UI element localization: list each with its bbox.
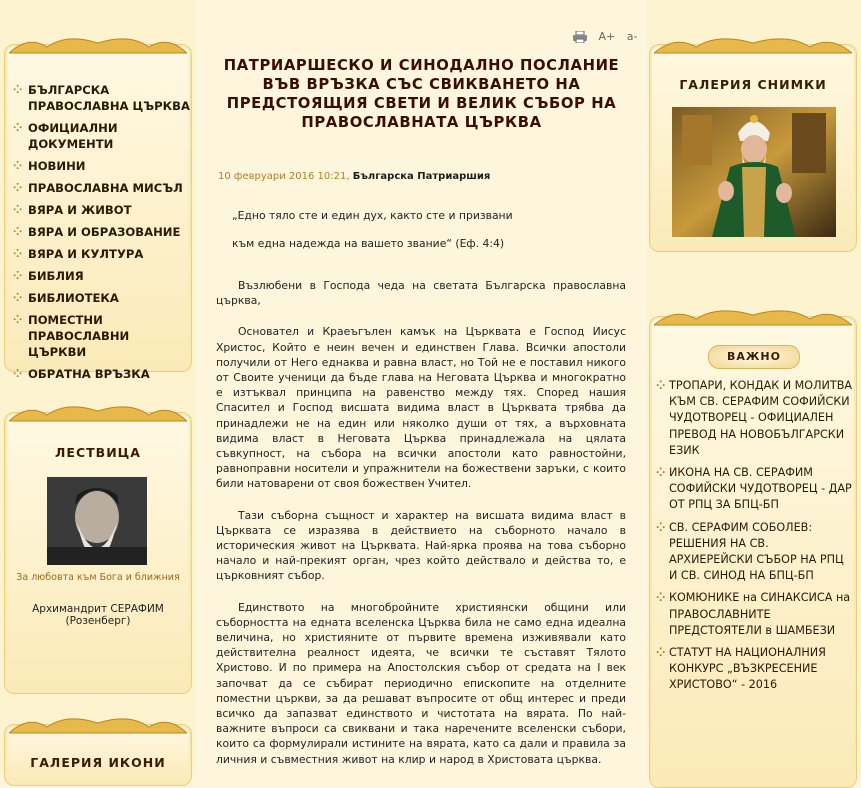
menu-bullet-icon: ⁘ xyxy=(13,121,23,134)
article-paragraph: Възлюбени в Господа чеда на светата Българска православна църква, xyxy=(216,279,626,308)
article-paragraph: Основател и Краеъгълен камък на Църквата е Господ Иисус Христос, Който е неин вечен и единствен Глава. Всички апостоли получили от Него еднаква и равна власт, но Той не е поставил никого от Своите ученици да бъде глава на Неговата Църква и многократно е изтъквал принципа на равенство между тях. Според нашия Спасител и Господ висшата видима власт в Църквата трябва да принадлежи не на един или няколко души от тях, а върховната видима власт в Неговата Църква принадлежала на цялата съвкупност, на събора на всички апостоли като равностойни, равноправни носители и упражнители на божествени заръки, с които били натоварени от своя божествен Учител. xyxy=(216,325,626,491)
menu-bullet-icon: ⁘ xyxy=(13,313,23,326)
elder-portrait[interactable] xyxy=(47,477,147,565)
right-column xyxy=(647,0,861,774)
important-list xyxy=(653,378,853,700)
photo-gallery-title[interactable]: ГАЛЕРИЯ СНИМКИ xyxy=(679,77,827,92)
menu-item-faith-culture[interactable]: ⁘ ВЯРА И КУЛТУРА xyxy=(13,247,144,261)
font-decrease-button[interactable]: a- xyxy=(626,30,638,43)
menu-item-orthodox-thought[interactable]: ⁘ ПРАВОСЛАВНА МИСЪЛ xyxy=(13,181,183,195)
menu-item-faith-life[interactable]: ⁘ ВЯРА И ЖИВОТ xyxy=(13,203,132,217)
important-item[interactable]: ⁘ ТРОПАРИ, КОНДАК И МОЛИТВА КЪМ СВ. СЕРАФИМ СОФИЙСКИ ЧУДОТВОРЕЦ - ОФИЦИАЛЕН ПРЕВОД НА НОВОБЪЛГАРСКИ ЕЗИК xyxy=(656,379,853,457)
list-bullet-icon: ⁘ xyxy=(656,646,666,660)
ladder-author xyxy=(5,603,191,627)
menu-item-library[interactable]: ⁘ БИБЛИОТЕКА xyxy=(13,291,119,305)
menu-item-feedback[interactable]: ⁘ ОБРАТНА ВРЪЗКА xyxy=(13,367,150,381)
important-item[interactable]: ⁘ СВ. СЕРАФИМ СОБОЛЕВ: РЕШЕНИЯ НА СВ. АРХИЕРЕЙСКИ СЪБОР НА РПЦ И СВ. СИНОД НА БПЦ-БП xyxy=(656,520,844,583)
menu-item-faith-education[interactable]: ⁘ ВЯРА И ОБРАЗОВАНИЕ xyxy=(13,225,181,239)
icons-gallery-box xyxy=(4,724,192,786)
important-item[interactable]: ⁘ КОМЮНИКЕ на СИНАКСИСА на ПРАВОСЛАВНИТЕ ПРЕДСТОЯТЕЛИ в ШАМБЕЗИ xyxy=(656,591,851,637)
menu-item-news[interactable]: ⁘ НОВИНИ xyxy=(13,159,86,173)
important-badge xyxy=(708,345,800,369)
menu-bullet-icon: ⁘ xyxy=(13,159,23,172)
menu-bullet-icon: ⁘ xyxy=(13,247,23,260)
article-meta xyxy=(218,171,490,182)
icons-gallery-title[interactable]: ГАЛЕРИЯ ИКОНИ xyxy=(30,755,166,770)
menu-item-local-churches[interactable]: ⁘ ПОМЕСТНИ ПРАВОСЛАВНИ ЦЪРКВИ xyxy=(13,313,130,359)
ornament-crown-icon xyxy=(9,713,187,735)
article-epigraph xyxy=(232,202,612,258)
article-paragraph: Тази съборна същност и характер на висшата видима власт в Църквата се изразява в действието на съборното начало в историческия живот на Църквата. Най-ярка проява на това съборно начало и най-прекият орган, чрез който действало и действа то, е църковният събор. xyxy=(216,508,626,583)
ladder-caption[interactable]: За любовта към Бога и ближния xyxy=(16,572,180,583)
article-paragraph: Единството на многобройните християнски общини или съборността на едната вселенска Църква била не само една идеална величина, но християните от първите времена изживявали като действителна реалност идеята, че всички те съставят Тялото Христово. И по примера на Апостолския събор от средата на I век започват да се събират периодично епископите на отделните поместни църкви, за да решават въпросите от общ интерес и преди всичко да запазват единството и чистотата на вярата. По най-важните въпроси са свиквани и така наречените вселенски събори, които са формулирали истините на вярата, като са дали и правила за личния и съвместния живот на клир и народ в Христовата църква. xyxy=(216,600,626,766)
menu-bullet-icon: ⁘ xyxy=(13,291,23,304)
menu-bullet-icon: ⁘ xyxy=(13,367,23,380)
photo-gallery-box xyxy=(649,44,857,252)
article-title: ПАТРИАРШЕСКО И СИНОДАЛНО ПОСЛАНИЕ ВЪВ ВРЪЗКА СЪС СВИКВАНЕТО НА ПРЕДСТОЯЩИЯ СВЕТИ И ВЕЛИК СЪБОР НА ПРАВОСЛАВНАТА ЦЪРКВА xyxy=(223,57,620,131)
list-bullet-icon: ⁘ xyxy=(656,379,666,392)
left-column xyxy=(0,0,196,774)
epigraph-line: към една надежда на вашето звание“ (Еф. 4:4) xyxy=(232,237,505,250)
menu-bullet-icon: ⁘ xyxy=(13,225,23,238)
article-author: Българска Патриаршия xyxy=(352,171,491,182)
ladder-author-name: Архимандрит СЕРАФИМ xyxy=(32,603,164,615)
menu-item-bible[interactable]: ⁘ БИБЛИЯ xyxy=(13,269,84,283)
article-body xyxy=(216,278,626,783)
menu-item-official-documents[interactable]: ⁘ ОФИЦИАЛНИ ДОКУМЕНТИ xyxy=(13,121,118,151)
list-bullet-icon: ⁘ xyxy=(656,466,666,480)
ornament-crown-icon xyxy=(654,33,852,55)
patriarch-photo[interactable] xyxy=(672,107,836,237)
menu-item-bulgarian-church[interactable]: ⁘ БЪЛГАРСКА ПРАВОСЛАВНА ЦЪРКВА xyxy=(13,83,190,113)
important-item[interactable]: ⁘ ИКОНА НА СВ. СЕРАФИМ СОФИЙСКИ ЧУДОТВОРЕЦ - ДАР ОТ РПЦ ЗА БПЦ-БП xyxy=(656,466,852,512)
ladder-box xyxy=(4,412,192,694)
menu-bullet-icon: ⁘ xyxy=(13,83,23,96)
important-title: ВАЖНО xyxy=(727,350,781,363)
menu-bullet-icon: ⁘ xyxy=(13,181,23,194)
main-menu xyxy=(8,80,190,386)
ornament-crown-icon xyxy=(9,33,187,55)
ladder-author-note: (Розенберг) xyxy=(65,615,131,627)
epigraph-line: „Едно тяло сте и един дух, както сте и призвани xyxy=(232,209,513,222)
important-item[interactable]: ⁘ СТАТУТ НА НАЦИОНАЛНИЯ КОНКУРС „ВЪЗКРЕСЕНИЕ ХРИСТОВО“ - 2016 xyxy=(656,646,826,692)
ladder-title: ЛЕСТВИЦА xyxy=(55,445,141,460)
font-increase-button[interactable]: A+ xyxy=(598,30,616,43)
menu-bullet-icon: ⁘ xyxy=(13,203,23,216)
list-bullet-icon: ⁘ xyxy=(656,520,666,534)
article-date: 10 февруари 2016 10:21, xyxy=(218,171,350,182)
list-bullet-icon: ⁘ xyxy=(656,591,666,605)
ornament-crown-icon xyxy=(9,401,187,423)
menu-bullet-icon: ⁘ xyxy=(13,269,23,282)
main-content xyxy=(204,24,639,766)
ornament-crown-icon xyxy=(654,305,852,327)
